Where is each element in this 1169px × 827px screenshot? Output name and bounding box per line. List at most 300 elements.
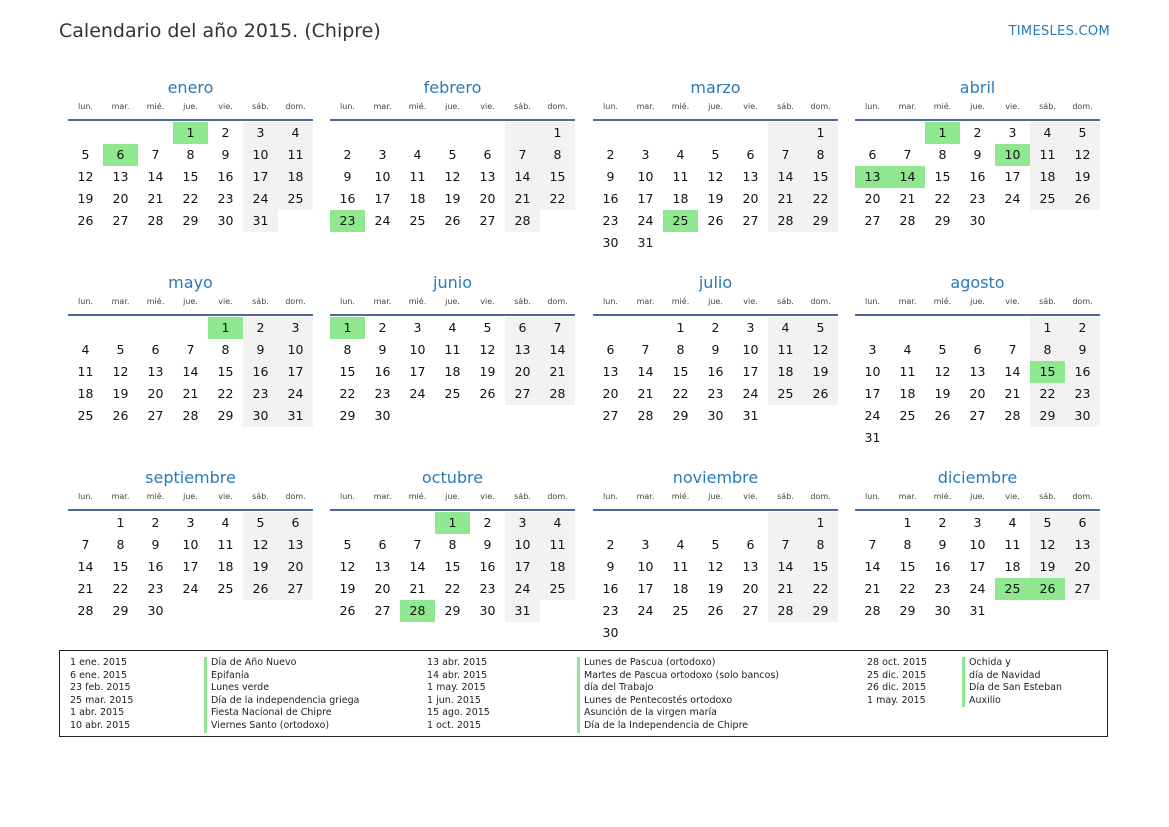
day-cell: 11 [672, 169, 689, 184]
empty-day-cell [960, 317, 995, 339]
day-cell: 16 [147, 559, 164, 574]
holiday-day-cell: 1 [435, 512, 470, 534]
day-cell: 7 [151, 147, 160, 162]
day-cell: 4 [903, 342, 912, 357]
day-cell: 12 [803, 339, 838, 361]
weekday-label: mar. [111, 297, 130, 306]
weekday-label: mar. [636, 492, 655, 501]
day-cell: 11 [768, 339, 803, 361]
day-cell: 16 [602, 191, 619, 206]
weekday-label: mar. [898, 102, 917, 111]
day-cell: 3 [973, 515, 982, 530]
site-link[interactable]: TIMESLES.COM [1008, 24, 1110, 39]
day-cell: 12 [112, 364, 129, 379]
empty-day-cell [663, 122, 698, 144]
day-cell: 14 [768, 556, 803, 578]
weekday-label: mié. [408, 492, 427, 501]
day-cell: 5 [116, 342, 125, 357]
day-cell: 12 [479, 342, 496, 357]
day-cell: 16 [602, 581, 619, 596]
weekday-label: lun. [603, 102, 618, 111]
day-cell: 4 [278, 122, 313, 144]
day-cell: 20 [742, 191, 759, 206]
day-cell: 17 [1004, 169, 1021, 184]
day-cell: 14 [505, 166, 540, 188]
day-cell: 20 [112, 191, 129, 206]
day-cell: 24 [1004, 191, 1021, 206]
day-cell: 22 [339, 386, 356, 401]
day-cell: 11 [77, 364, 94, 379]
day-cell: 14 [77, 559, 94, 574]
day-cell: 16 [969, 169, 986, 184]
holiday-day-cell: 6 [103, 144, 138, 166]
weekday-label: sáb. [514, 102, 531, 111]
day-cell: 13 [1065, 534, 1100, 556]
weekday-header [593, 490, 838, 511]
day-cell: 2 [711, 320, 720, 335]
day-cell: 18 [444, 364, 461, 379]
day-cell: 25 [1030, 188, 1065, 210]
weekday-label: dom. [810, 102, 831, 111]
weekday-label: mar. [898, 297, 917, 306]
day-cell: 17 [637, 191, 654, 206]
month-noviembre [593, 461, 838, 644]
legend-date: 28 oct. 2015 [867, 657, 928, 668]
empty-day-cell [855, 317, 890, 339]
day-cell: 18 [77, 386, 94, 401]
day-cell: 3 [1008, 125, 1017, 140]
month-octubre [330, 461, 575, 622]
day-cell: 19 [479, 364, 496, 379]
day-cell: 31 [243, 210, 278, 232]
weekday-label: mar. [373, 297, 392, 306]
day-cell: 12 [1065, 144, 1100, 166]
empty-day-cell [733, 122, 768, 144]
empty-day-cell [855, 512, 890, 534]
legend-holiday-name: Auxilio [962, 695, 1062, 708]
weekday-label: mar. [111, 102, 130, 111]
day-cell: 27 [278, 578, 313, 600]
day-cell: 12 [339, 559, 356, 574]
weekday-label: dom. [547, 102, 568, 111]
empty-day-cell [365, 122, 400, 144]
day-cell: 26 [707, 603, 724, 618]
empty-day-cell [593, 122, 628, 144]
day-cell: 22 [182, 191, 199, 206]
day-cell: 25 [899, 408, 916, 423]
legend-col-dates-1 [70, 657, 133, 733]
legend-date: 25 dic. 2015 [867, 669, 927, 681]
day-cell: 14 [409, 559, 426, 574]
day-cell: 26 [77, 213, 94, 228]
day-cell: 12 [707, 169, 724, 184]
day-cell: 6 [746, 147, 755, 162]
page-title: Calendario del año 2015. (Chipre) [59, 20, 381, 42]
day-cell: 25 [540, 578, 575, 600]
day-cell: 11 [899, 364, 916, 379]
weekday-label: mié. [933, 492, 952, 501]
day-cell: 28 [1004, 408, 1021, 423]
day-cell: 5 [938, 342, 947, 357]
day-cell: 1 [803, 512, 838, 534]
day-cell: 5 [483, 320, 492, 335]
legend-holiday-name: Día de la Independencia de Chipre [577, 720, 779, 733]
day-cell: 7 [768, 144, 803, 166]
day-cell: 8 [540, 144, 575, 166]
weekday-label: vie. [743, 102, 758, 111]
weekday-label: sáb. [514, 297, 531, 306]
weekday-label: dom. [1072, 492, 1093, 501]
day-cell: 17 [374, 191, 391, 206]
empty-day-cell [68, 317, 103, 339]
weekday-label: sáb. [1039, 102, 1056, 111]
day-cell: 27 [969, 408, 986, 423]
day-cell: 10 [409, 342, 426, 357]
weekday-label: sáb. [777, 492, 794, 501]
day-cell: 14 [182, 364, 199, 379]
legend-holiday-name: Día de San Esteban [962, 682, 1062, 695]
day-cell: 2 [243, 317, 278, 339]
day-cell: 21 [505, 188, 540, 210]
day-cell: 13 [147, 364, 164, 379]
day-cell: 22 [1030, 383, 1065, 405]
day-cell: 7 [1008, 342, 1017, 357]
day-cell: 20 [969, 386, 986, 401]
day-cell: 17 [742, 364, 759, 379]
day-cell: 13 [742, 169, 759, 184]
day-cell: 27 [147, 408, 164, 423]
day-cell: 20 [479, 191, 496, 206]
day-cell: 19 [934, 386, 951, 401]
day-cell: 3 [186, 515, 195, 530]
day-cell: 20 [602, 386, 619, 401]
legend-holiday-name: Martes de Pascua ortodoxo (solo bancos) [577, 670, 779, 683]
day-cell: 31 [864, 430, 881, 445]
day-grid [593, 512, 838, 644]
month-marzo [593, 71, 838, 254]
day-cell: 24 [374, 213, 391, 228]
day-cell: 22 [803, 578, 838, 600]
day-cell: 27 [864, 213, 881, 228]
month-julio [593, 266, 838, 427]
month-mayo [68, 266, 313, 427]
weekday-label: mié. [933, 297, 952, 306]
legend-holiday-name: Fiesta Nacional de Chipre [204, 707, 359, 720]
day-cell: 5 [711, 147, 720, 162]
day-cell: 8 [903, 537, 912, 552]
day-cell: 29 [112, 603, 129, 618]
day-cell: 17 [969, 559, 986, 574]
day-cell: 15 [672, 364, 689, 379]
day-cell: 16 [479, 559, 496, 574]
day-cell: 3 [868, 342, 877, 357]
empty-day-cell [663, 512, 698, 534]
day-cell: 17 [505, 556, 540, 578]
legend-col-names-3 [962, 657, 1062, 707]
holiday-day-cell: 10 [995, 144, 1030, 166]
day-cell: 14 [637, 364, 654, 379]
day-cell: 26 [243, 578, 278, 600]
day-cell: 7 [868, 537, 877, 552]
day-cell: 2 [606, 537, 615, 552]
legend-holiday-name: Día de la independencia griega [204, 695, 359, 708]
day-cell: 19 [707, 581, 724, 596]
day-cell: 5 [81, 147, 90, 162]
empty-day-cell [890, 122, 925, 144]
day-cell: 19 [112, 386, 129, 401]
day-cell: 30 [602, 625, 619, 640]
day-cell: 5 [448, 147, 457, 162]
month-name: octubre [421, 468, 484, 487]
day-cell: 8 [1030, 339, 1065, 361]
weekday-label: lun. [603, 297, 618, 306]
weekday-label: dom. [285, 297, 306, 306]
day-cell: 16 [243, 361, 278, 383]
day-cell: 24 [409, 386, 426, 401]
holiday-day-cell: 26 [1030, 578, 1065, 600]
day-cell: 20 [742, 581, 759, 596]
legend-holiday-name: Lunes verde [204, 682, 359, 695]
empty-day-cell [103, 317, 138, 339]
holiday-day-cell: 1 [208, 317, 243, 339]
day-grid [855, 317, 1100, 449]
day-cell: 4 [221, 515, 230, 530]
day-cell: 9 [606, 559, 615, 574]
day-cell: 24 [864, 408, 881, 423]
day-cell: 11 [540, 534, 575, 556]
day-cell: 30 [969, 213, 986, 228]
day-cell: 27 [505, 383, 540, 405]
weekday-label: dom. [285, 102, 306, 111]
holiday-day-cell: 1 [173, 122, 208, 144]
day-cell: 27 [602, 408, 619, 423]
weekday-label: dom. [1072, 102, 1093, 111]
holiday-day-cell: 28 [400, 600, 435, 622]
weekday-header [330, 490, 575, 511]
weekday-label: jue. [970, 102, 985, 111]
day-cell: 28 [899, 213, 916, 228]
weekday-label: mié. [671, 297, 690, 306]
day-cell: 11 [444, 342, 461, 357]
weekday-header [68, 295, 313, 316]
empty-day-cell [593, 317, 628, 339]
day-cell: 6 [1065, 512, 1100, 534]
day-cell: 20 [1065, 556, 1100, 578]
weekday-label: sáb. [1039, 492, 1056, 501]
legend-date: 13 abr. 2015 [427, 657, 488, 668]
month-diciembre [855, 461, 1100, 622]
weekday-label: mié. [933, 102, 952, 111]
empty-day-cell [995, 317, 1030, 339]
day-cell: 17 [864, 386, 881, 401]
day-cell: 23 [1065, 383, 1100, 405]
day-cell: 28 [637, 408, 654, 423]
day-cell: 17 [409, 364, 426, 379]
weekday-label: jue. [970, 492, 985, 501]
weekday-header [330, 295, 575, 316]
day-cell: 3 [641, 147, 650, 162]
day-cell: 22 [672, 386, 689, 401]
day-cell: 22 [803, 188, 838, 210]
day-cell: 17 [637, 581, 654, 596]
weekday-label: vie. [1005, 297, 1020, 306]
day-grid [855, 512, 1100, 622]
day-cell: 24 [742, 386, 759, 401]
month-name: agosto [950, 273, 1005, 292]
holiday-day-cell: 14 [890, 166, 925, 188]
day-grid [330, 317, 575, 427]
day-cell: 30 [602, 235, 619, 250]
day-cell: 10 [864, 364, 881, 379]
day-cell: 25 [77, 408, 94, 423]
legend-date: 1 ene. 2015 [70, 657, 127, 668]
day-cell: 24 [637, 603, 654, 618]
day-cell: 1 [903, 515, 912, 530]
day-cell: 20 [147, 386, 164, 401]
day-cell: 11 [409, 169, 426, 184]
day-cell: 2 [938, 515, 947, 530]
legend-holiday-name: día del Trabajo [577, 682, 779, 695]
day-cell: 25 [409, 213, 426, 228]
weekday-label: jue. [445, 297, 460, 306]
weekday-header [593, 100, 838, 121]
day-cell: 23 [374, 386, 391, 401]
day-cell: 21 [409, 581, 426, 596]
day-cell: 7 [413, 537, 422, 552]
weekday-label: mié. [146, 297, 165, 306]
day-cell: 31 [742, 408, 759, 423]
legend-date: 14 abr. 2015 [427, 669, 488, 681]
day-cell: 29 [444, 603, 461, 618]
empty-day-cell [698, 122, 733, 144]
empty-day-cell [768, 512, 803, 534]
day-cell: 30 [479, 603, 496, 618]
day-cell: 6 [868, 147, 877, 162]
day-cell: 29 [672, 408, 689, 423]
day-cell: 15 [182, 169, 199, 184]
day-cell: 22 [444, 581, 461, 596]
day-cell: 9 [151, 537, 160, 552]
day-cell: 15 [339, 364, 356, 379]
day-cell: 4 [676, 537, 685, 552]
day-cell: 21 [768, 188, 803, 210]
day-cell: 30 [707, 408, 724, 423]
weekday-label: lun. [340, 297, 355, 306]
day-cell: 5 [343, 537, 352, 552]
weekday-label: lun. [865, 102, 880, 111]
day-cell: 18 [768, 361, 803, 383]
day-cell: 16 [1065, 361, 1100, 383]
empty-day-cell [925, 317, 960, 339]
legend-col-dates-3 [867, 657, 927, 707]
day-cell: 23 [602, 603, 619, 618]
day-cell: 19 [803, 361, 838, 383]
day-cell: 2 [973, 125, 982, 140]
day-cell: 29 [803, 600, 838, 622]
day-cell: 26 [339, 603, 356, 618]
weekday-label: dom. [1072, 297, 1093, 306]
day-cell: 30 [147, 603, 164, 618]
day-cell: 21 [864, 581, 881, 596]
day-grid [68, 317, 313, 427]
weekday-label: jue. [183, 102, 198, 111]
day-cell: 27 [1065, 578, 1100, 600]
empty-day-cell [698, 512, 733, 534]
weekday-label: sáb. [252, 102, 269, 111]
legend-date: 25 mar. 2015 [70, 694, 134, 706]
weekday-label: jue. [708, 102, 723, 111]
day-cell: 19 [444, 191, 461, 206]
weekday-label: mié. [146, 492, 165, 501]
holiday-day-cell: 1 [925, 122, 960, 144]
day-cell: 8 [186, 147, 195, 162]
day-grid [68, 122, 313, 232]
weekday-label: sáb. [777, 297, 794, 306]
month-name: julio [698, 273, 733, 292]
legend-date: 23 feb. 2015 [70, 682, 131, 694]
day-cell: 6 [151, 342, 160, 357]
day-grid [330, 512, 575, 622]
day-cell: 9 [606, 169, 615, 184]
day-cell: 26 [707, 213, 724, 228]
day-cell: 2 [378, 320, 387, 335]
day-cell: 3 [243, 122, 278, 144]
day-cell: 9 [378, 342, 387, 357]
day-cell: 14 [1004, 364, 1021, 379]
day-cell: 5 [803, 317, 838, 339]
day-cell: 3 [378, 147, 387, 162]
day-cell: 9 [1065, 339, 1100, 361]
day-cell: 6 [483, 147, 492, 162]
weekday-header [855, 295, 1100, 316]
day-cell: 22 [540, 188, 575, 210]
month-name: abril [959, 78, 996, 97]
day-cell: 16 [934, 559, 951, 574]
day-grid [855, 122, 1100, 232]
day-cell: 10 [637, 169, 654, 184]
empty-day-cell [628, 512, 663, 534]
day-cell: 30 [374, 408, 391, 423]
holiday-day-cell: 25 [995, 578, 1030, 600]
weekday-label: vie. [480, 102, 495, 111]
weekday-label: mié. [146, 102, 165, 111]
day-cell: 6 [505, 317, 540, 339]
day-cell: 13 [278, 534, 313, 556]
weekday-label: sáb. [252, 492, 269, 501]
day-cell: 21 [182, 386, 199, 401]
day-cell: 30 [217, 213, 234, 228]
day-cell: 27 [479, 213, 496, 228]
day-cell: 24 [243, 188, 278, 210]
day-cell: 21 [899, 191, 916, 206]
day-cell: 9 [343, 169, 352, 184]
day-cell: 25 [444, 386, 461, 401]
day-cell: 7 [186, 342, 195, 357]
day-cell: 5 [243, 512, 278, 534]
day-cell: 10 [278, 339, 313, 361]
day-cell: 29 [934, 213, 951, 228]
legend-col-names-2 [577, 657, 779, 733]
weekday-label: mar. [373, 102, 392, 111]
day-cell: 23 [147, 581, 164, 596]
day-cell: 16 [339, 191, 356, 206]
day-cell: 27 [742, 603, 759, 618]
holiday-legend [59, 650, 1108, 737]
day-cell: 12 [77, 169, 94, 184]
weekday-label: vie. [218, 297, 233, 306]
day-cell: 28 [768, 600, 803, 622]
weekday-label: jue. [183, 492, 198, 501]
